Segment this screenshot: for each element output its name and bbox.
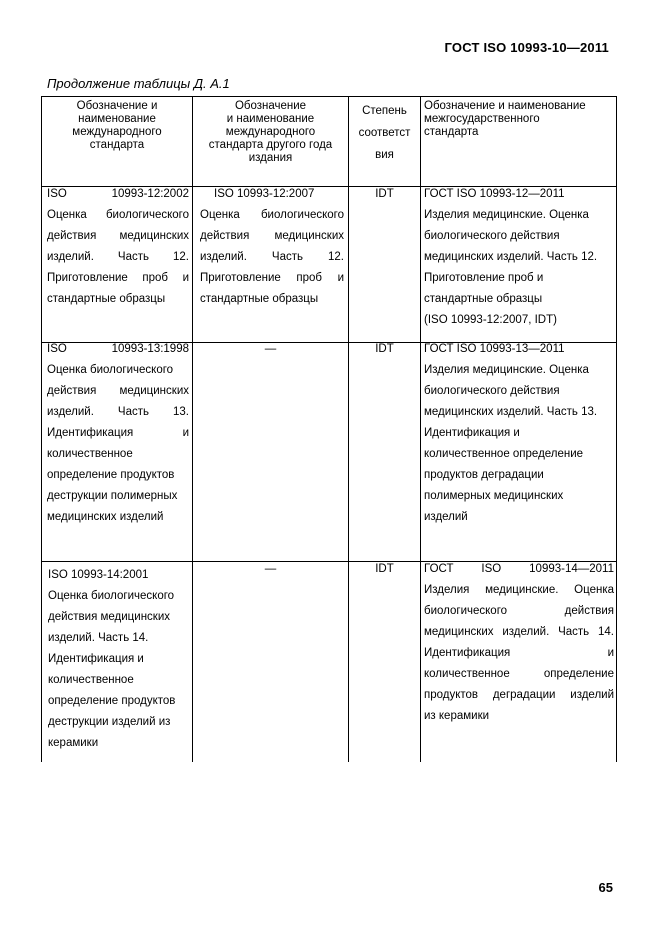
cell-line: медицинских изделий — [47, 511, 164, 523]
cell-line: ISO 10993-12:2002 — [47, 188, 189, 200]
cell-line: действия медицинских — [47, 385, 189, 397]
cell-line: Приготовление проб и — [200, 272, 344, 284]
cell-line: Идентификация и — [48, 653, 144, 665]
cell-line: Изделия медицинские. Оценка — [424, 209, 589, 221]
cell-line: керамики — [48, 737, 99, 749]
cell-line: количественное — [48, 674, 134, 686]
cell-line: биологического действия — [424, 385, 560, 397]
cell-line: Изделия медицинские. Оценка — [424, 584, 614, 596]
cell-line: ГОСТ ISO 10993-13—2011 — [424, 343, 565, 355]
header-line: стандарта — [89, 139, 145, 151]
cell-line: ISO 10993-13:1998 — [47, 343, 189, 355]
header-line: Обозначение и — [76, 100, 158, 112]
table-caption: Продолжение таблицы Д. А.1 — [47, 76, 230, 91]
cell-line: ГОСТ ISO 10993-14—2011 — [424, 563, 614, 575]
header-line: вия — [375, 149, 394, 161]
table-border-right — [616, 96, 617, 762]
cell-line: из керамики — [424, 710, 490, 722]
cell-line: Идентификация и — [47, 427, 189, 439]
header-interstate-standard — [424, 100, 614, 139]
table-col-divider-3 — [420, 96, 421, 762]
table-border-top — [41, 96, 617, 97]
row2-intl-standard — [47, 339, 189, 528]
cell-line: изделий. Часть 12. — [200, 251, 344, 263]
table-col-divider-1 — [192, 96, 193, 762]
cell-line: продуктов деградации — [424, 469, 544, 481]
row2-gost-standard — [424, 339, 614, 528]
cell-line: деструкции изделий из — [48, 716, 171, 728]
cell-line: медицинских изделий. Часть 12. — [424, 251, 598, 263]
cell-line: стандартные образцы — [424, 293, 543, 305]
row1-intl-standard — [47, 184, 189, 310]
cell-line: Оценка биологического — [200, 209, 344, 221]
row3-intl-standard — [48, 565, 190, 754]
cell-line: стандартные образцы — [200, 293, 319, 305]
cell-line: определение продуктов — [47, 469, 175, 481]
header-line: межгосударственного — [424, 113, 540, 125]
header-line: стандарта — [424, 126, 479, 138]
cell-line: деструкции полимерных — [47, 490, 178, 502]
cell-line: ISO 10993-14:2001 — [48, 569, 149, 581]
cell-line: определение продуктов — [48, 695, 176, 707]
cell-line: биологического действия — [424, 230, 560, 242]
table-border-left — [41, 96, 42, 762]
cell-line: количественное определение — [424, 448, 584, 460]
row3-gost-standard — [424, 559, 614, 727]
cell-line: Идентификация и — [424, 647, 614, 659]
header-line: соответст — [358, 127, 411, 139]
cell-line: стандартные образцы — [47, 293, 166, 305]
cell-line: биологического действия — [424, 605, 614, 617]
header-line: Обозначение и наименование — [424, 100, 586, 112]
header-other-year-standard — [194, 100, 347, 165]
cell-line: ГОСТ ISO 10993-12—2011 — [424, 188, 565, 200]
cell-line: изделий. Часть 14. — [48, 632, 149, 644]
cell-line: действия медицинских — [48, 611, 171, 623]
row3-other-standard: — — [264, 563, 277, 575]
cell-line: полимерных медицинских — [424, 490, 564, 502]
cell-line: действия медицинских — [47, 230, 189, 242]
cell-line: Изделия медицинские. Оценка — [424, 364, 589, 376]
header-line: и наименование — [226, 113, 315, 125]
header-line: наименование — [78, 113, 156, 125]
row1-other-standard — [200, 184, 344, 310]
cell-line: ISO 10993-12:2007 — [214, 188, 315, 200]
page-number: 65 — [598, 880, 613, 895]
header-intl-standard — [43, 100, 191, 152]
cell-line: Идентификация и — [424, 427, 520, 439]
header-degree — [349, 100, 420, 166]
header-line: Степень — [362, 105, 407, 117]
header-line: стандарта другого года — [208, 139, 333, 151]
cell-line: медицинских изделий. Часть 13. — [424, 406, 598, 418]
cell-line: Оценка биологического — [48, 590, 175, 602]
cell-line: изделий — [424, 511, 468, 523]
header-line: международного — [225, 126, 316, 138]
standards-table — [41, 96, 617, 762]
cell-line: Оценка биологического — [47, 364, 174, 376]
row3-degree: IDT — [375, 563, 394, 575]
header-line: международного — [72, 126, 162, 138]
cell-line: Приготовление проб и — [424, 272, 544, 284]
header-line: Обозначение — [234, 100, 307, 112]
cell-line: медицинских изделий. Часть 14. — [424, 626, 614, 638]
row1-gost-standard — [424, 184, 614, 331]
cell-line: (ISO 10993-12:2007, IDT) — [424, 314, 557, 326]
cell-line: изделий. Часть 12. — [47, 251, 189, 263]
cell-line: Оценка биологического — [47, 209, 189, 221]
row2-degree: IDT — [375, 343, 394, 355]
header-line: издания — [248, 152, 293, 164]
cell-line: количественное определение — [424, 668, 614, 680]
row2-other-standard: — — [264, 343, 277, 355]
cell-line: действия медицинских — [200, 230, 344, 242]
cell-line: Приготовление проб и — [47, 272, 189, 284]
cell-line: количественное — [47, 448, 133, 460]
cell-line: продуктов деградации изделий — [424, 689, 614, 701]
row1-degree: IDT — [375, 188, 394, 200]
document-header: ГОСТ ISO 10993-10—2011 — [444, 40, 609, 55]
cell-line: изделий. Часть 13. — [47, 406, 189, 418]
